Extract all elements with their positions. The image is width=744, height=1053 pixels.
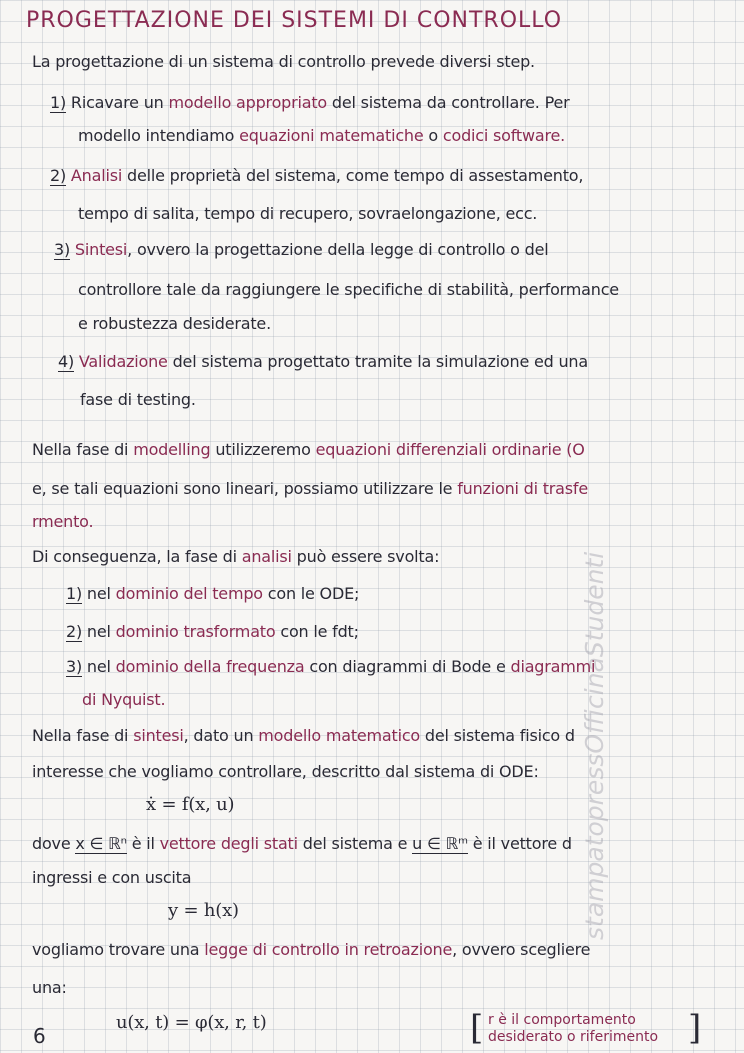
watermark: stampatopressOfficinaStudenti (580, 551, 609, 940)
step-text: del sistema progettato tramite la simulazione ed una (172, 352, 588, 371)
step-2 (50, 166, 744, 185)
item-text: con le ODE; (267, 584, 360, 603)
step-highlight: modello appropriato (168, 93, 328, 112)
footnote-line: r è il comportamento (488, 1012, 636, 1028)
item-highlight: diagrammi (510, 657, 596, 676)
para4-line2 (32, 978, 744, 997)
math-inline: x ∈ ℝⁿ (75, 834, 127, 853)
para-text: utilizzeremo (215, 440, 311, 459)
math-inline: u ∈ ℝᵐ (412, 834, 468, 853)
para-text: è il (131, 834, 155, 853)
equation-state (146, 794, 744, 815)
para-highlight: legge di controllo in retroazione (204, 940, 453, 959)
para-highlight: modello matematico (258, 726, 421, 745)
para-text: interesse che vogliamo controllare, descritto dal sistema di ODE: (32, 762, 539, 781)
item-text: nel (86, 622, 111, 641)
para1-line3 (32, 512, 744, 531)
para-text: Nella fase di (32, 726, 129, 745)
bracket-right: ] (688, 1008, 702, 1048)
step-2-line2 (78, 204, 744, 223)
step-number: 4) (58, 352, 75, 371)
item-highlight: dominio trasformato (115, 622, 276, 641)
item-text: nel (86, 584, 111, 603)
intro-text: La progettazione di un sistema di controllo prevede diversi step. (32, 52, 535, 71)
para-text: del sistema e (302, 834, 408, 853)
step-highlight: Sintesi (74, 240, 128, 259)
para-highlight: funzioni di trasfe (457, 479, 588, 498)
para-text: del sistema fisico d (424, 726, 575, 745)
para2-item-2 (66, 622, 744, 641)
para2-line1 (32, 547, 744, 566)
para-text: e, se tali equazioni sono lineari, possiamo utilizzare le (32, 479, 453, 498)
para-text: una: (32, 978, 67, 997)
item-highlight: dominio della frequenza (115, 657, 305, 676)
step-highlight: Validazione (78, 352, 168, 371)
step-text: , ovvero la progettazione della legge di controllo o del (127, 240, 549, 259)
para-text: dove (32, 834, 71, 853)
para3-line2 (32, 762, 744, 781)
equation: ẋ = f(x, u) (146, 794, 235, 815)
step-text: o (428, 126, 438, 145)
equation-output (168, 900, 744, 921)
page-number: 6 (33, 1024, 46, 1048)
item-text: con le fdt; (280, 622, 359, 641)
para-text: , ovvero scegliere (452, 940, 591, 959)
para-text: ingressi e con uscita (32, 868, 192, 887)
para-text: vogliamo trovare una (32, 940, 200, 959)
para4-line1 (32, 940, 744, 959)
page-title: PROGETTAZIONE DEI SISTEMI DI CONTROLLO (26, 8, 563, 33)
para-text: è il vettore d (472, 834, 572, 853)
step-3-line3 (78, 314, 744, 333)
step-3-line2 (78, 280, 744, 299)
equation: y = h(x) (168, 900, 239, 921)
item-number: 3) (66, 657, 83, 676)
para-highlight: analisi (241, 547, 292, 566)
step-text: modello intendiamo (78, 126, 235, 145)
item-highlight: di Nyquist. (82, 690, 166, 709)
para1-line2 (32, 479, 744, 498)
para3-line4 (32, 868, 744, 887)
step-number: 2) (50, 166, 67, 185)
bracket-left: [ (470, 1008, 484, 1048)
para-text: Nella fase di (32, 440, 129, 459)
para-highlight: rmento. (32, 512, 94, 531)
para-highlight: sintesi (133, 726, 184, 745)
step-highlight: Analisi (70, 166, 123, 185)
step-4-line2 (80, 390, 744, 409)
step-highlight: equazioni matematiche (239, 126, 424, 145)
step-text: Ricavare un (70, 93, 164, 112)
step-text: fase di testing. (80, 390, 196, 409)
item-number: 1) (66, 584, 83, 603)
footnote (488, 1012, 658, 1046)
item-text: nel (86, 657, 111, 676)
para2-item-3-line2 (82, 690, 744, 709)
step-3 (54, 240, 744, 259)
para-text: , dato un (183, 726, 254, 745)
step-highlight: codici software. (442, 126, 566, 145)
para-highlight: (O (566, 440, 585, 459)
para2-item-3 (66, 657, 744, 676)
para3-line1 (32, 726, 744, 745)
step-text: tempo di salita, tempo di recupero, sovraelongazione, ecc. (78, 204, 538, 223)
item-highlight: dominio del tempo (115, 584, 263, 603)
para-highlight: modelling (133, 440, 211, 459)
para3-line3 (32, 834, 744, 853)
para-text: può essere svolta: (296, 547, 440, 566)
para1-line1 (32, 440, 744, 459)
para-highlight: equazioni differenziali ordinarie (315, 440, 562, 459)
para-text: Di conseguenza, la fase di (32, 547, 237, 566)
item-number: 2) (66, 622, 83, 641)
step-text: del sistema da controllare. Per (331, 93, 570, 112)
equation: u(x, t) = φ(x, r, t) (116, 1012, 267, 1033)
step-4 (58, 352, 744, 371)
step-text: e robustezza desiderate. (78, 314, 271, 333)
footnote-line: desiderato o riferimento (488, 1029, 659, 1045)
para-highlight: vettore degli stati (159, 834, 298, 853)
step-number: 3) (54, 240, 71, 259)
step-1-line2 (78, 126, 744, 145)
step-1 (50, 93, 744, 112)
step-text: delle proprietà del sistema, come tempo di assestamento, (126, 166, 584, 185)
item-text: con diagrammi di Bode e (309, 657, 506, 676)
step-text: controllore tale da raggiungere le specifiche di stabilità, performance (78, 280, 619, 299)
para2-item-1 (66, 584, 744, 603)
step-number: 1) (50, 93, 67, 112)
